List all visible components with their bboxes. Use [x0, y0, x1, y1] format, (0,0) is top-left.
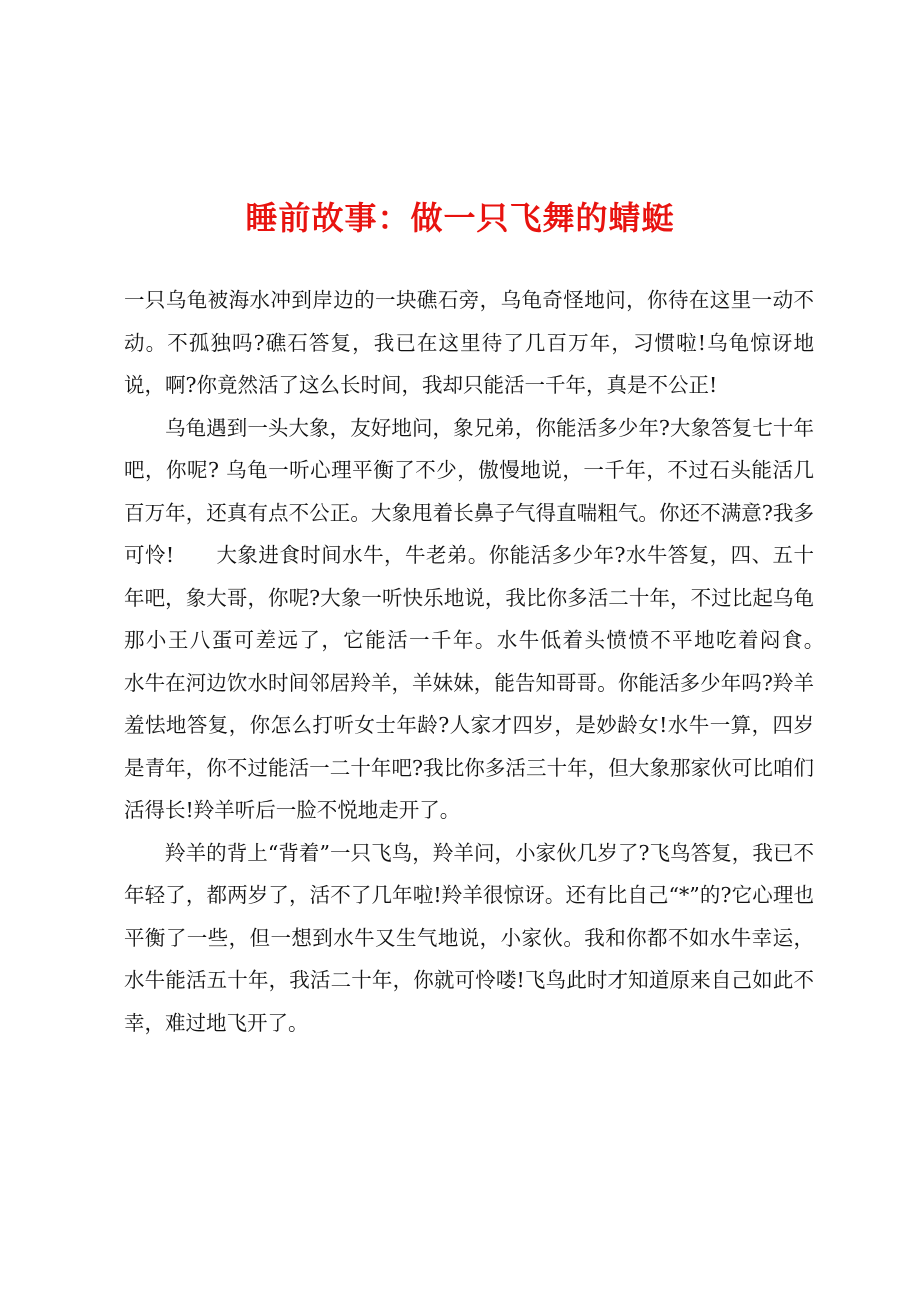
document-body [124, 279, 855, 1044]
paragraph-animals-lifespan: 乌龟遇到一头大象，友好地问，象兄弟，你能活多少年?大象答复七十年吧，你呢? 乌龟一听心理平衡了不少，傲慢地说，一千年，不过石头能活几百万年，还真有点不公正。大象甩着长鼻子气得直喘粗气。你还不满意?我多可怜! 大象进食时间水牛，牛老弟。你能活多少年?水牛答复，四、五十年吧，象大哥，你呢?大象一听快乐地说，我比你多活二十年，不过比起乌龟那小王八蛋可差远了，它能活一千年。水牛低着头愤愤不平地吃着闷食。 水牛在河边饮水时间邻居羚羊，羊妹妹，能告知哥哥。你能活多少年吗?羚羊羞怯地答复，你怎么打听女士年龄?人家才四岁，是妙龄女!水牛一算，四岁是青年，你不过能活一二十年吧?我比你多活三十年，但大象那家伙可比咱们活得长!羚羊听后一脸不悦地走开了。 [124, 415, 855, 822]
document-title: 睡前故事：做一只飞舞的蜻蜓 [245, 199, 675, 237]
paragraph-rock-and-turtle: 一只乌龟被海水冲到岸边的一块礁石旁，乌龟奇怪地问，你待在这里一动不动。不孤独吗?礁石答复，我已在这里待了几百万年，习惯啦!乌龟惊讶地说，啊?你竟然活了这么长时间，我却只能活一千年，真是不公正! [124, 288, 814, 397]
paragraph-antelope-and-bird: 羚羊的背上“背着”一只飞鸟，羚羊问，小家伙几岁了?飞鸟答复，我已不年轻了，都两岁了，活不了几年啦!羚羊很惊讶。还有比自己“*”的?它心理也平衡了一些，但一想到水牛又生气地说，小家伙。我和你都不如水牛幸运，水牛能活五十年，我活二十年，你就可怜喽!飞鸟此时才知道原来自己如此不幸，难过地飞开了。 [124, 840, 814, 1035]
